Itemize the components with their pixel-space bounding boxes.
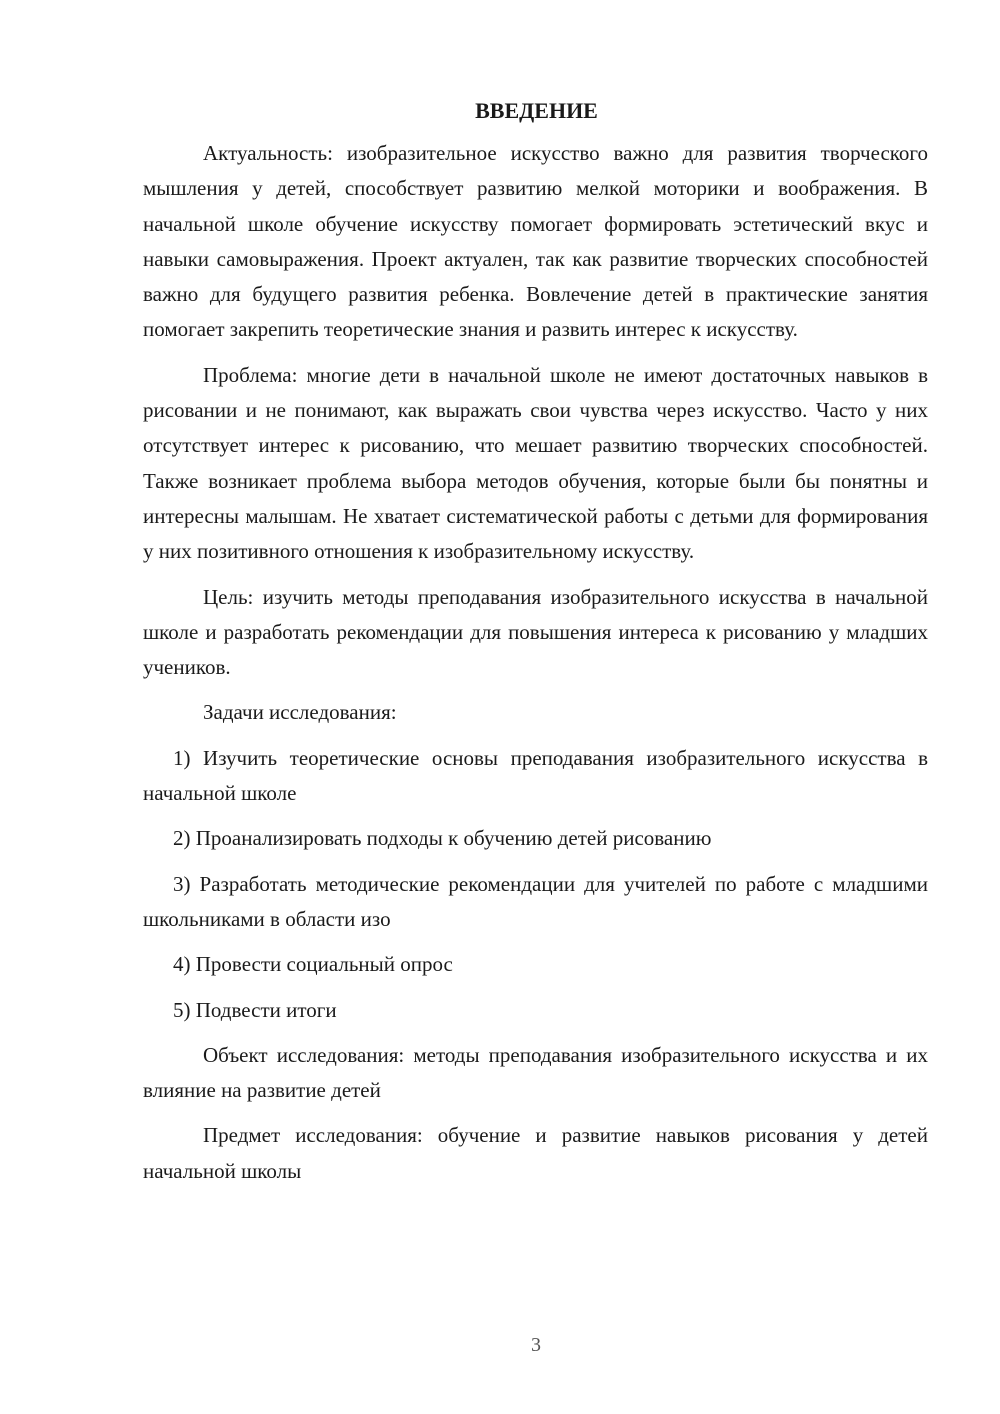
task-item-1: 1) Изучить теоретические основы преподавания изобразительного искусства в начальной школе — [143, 745, 928, 806]
relevance-paragraph: Актуальность: изобразительное искусство важно для развития творческого мышления у детей, способствует развитию мелкой моторики и воображения. В начальной школе обучение искусству помогает формировать эстетический вкус и навыки самовыражения. Проект актуален, так как развитие творческих способностей важно для будущего развития ребенка. Вовлечение детей в практические занятия помогает закрепить теоретические знания и развить интерес к искусству. — [143, 141, 928, 342]
subject-paragraph: Предмет исследования: обучение и развитие навыков рисования у детей начальной школы — [143, 1123, 928, 1183]
task-item-3: 3) Разработать методические рекомендации для учителей по работе с младшими школьниками в области изо — [143, 871, 928, 931]
object-paragraph: Объект исследования: методы преподавания изобразительного искусства и их влияние на развитие детей — [143, 1042, 928, 1103]
tasks-heading: Задачи исследования: — [203, 700, 397, 725]
page-number: 3 — [531, 1334, 541, 1356]
task-item-2: 2) Проанализировать подходы к обучению детей рисованию — [173, 826, 712, 851]
section-title: ВВЕДЕНИЕ — [475, 98, 598, 123]
task-item-5: 5) Подвести итоги — [173, 997, 337, 1022]
task-item-4: 4) Провести социальный опрос — [173, 952, 453, 977]
page-content — [143, 96, 928, 1199]
problem-paragraph: Проблема: многие дети в начальной школе не имеют достаточных навыков в рисовании и не понимают, как выражать свои чувства через искусство. Часто у них отсутствует интерес к рисованию, что мешает развитию творческих способностей. Также возникает проблема выбора методов обучения, которые были бы понятны и интересны малышам. Не хватает систематической работы с детьми для формирования у них позитивного отношения к изобразительному искусству. — [143, 362, 928, 564]
tasks-list — [143, 741, 928, 1028]
goal-paragraph: Цель: изучить методы преподавания изобразительного искусства в начальной школе и разработать рекомендации для повышения интереса к рисованию у младших учеников. — [143, 584, 928, 680]
